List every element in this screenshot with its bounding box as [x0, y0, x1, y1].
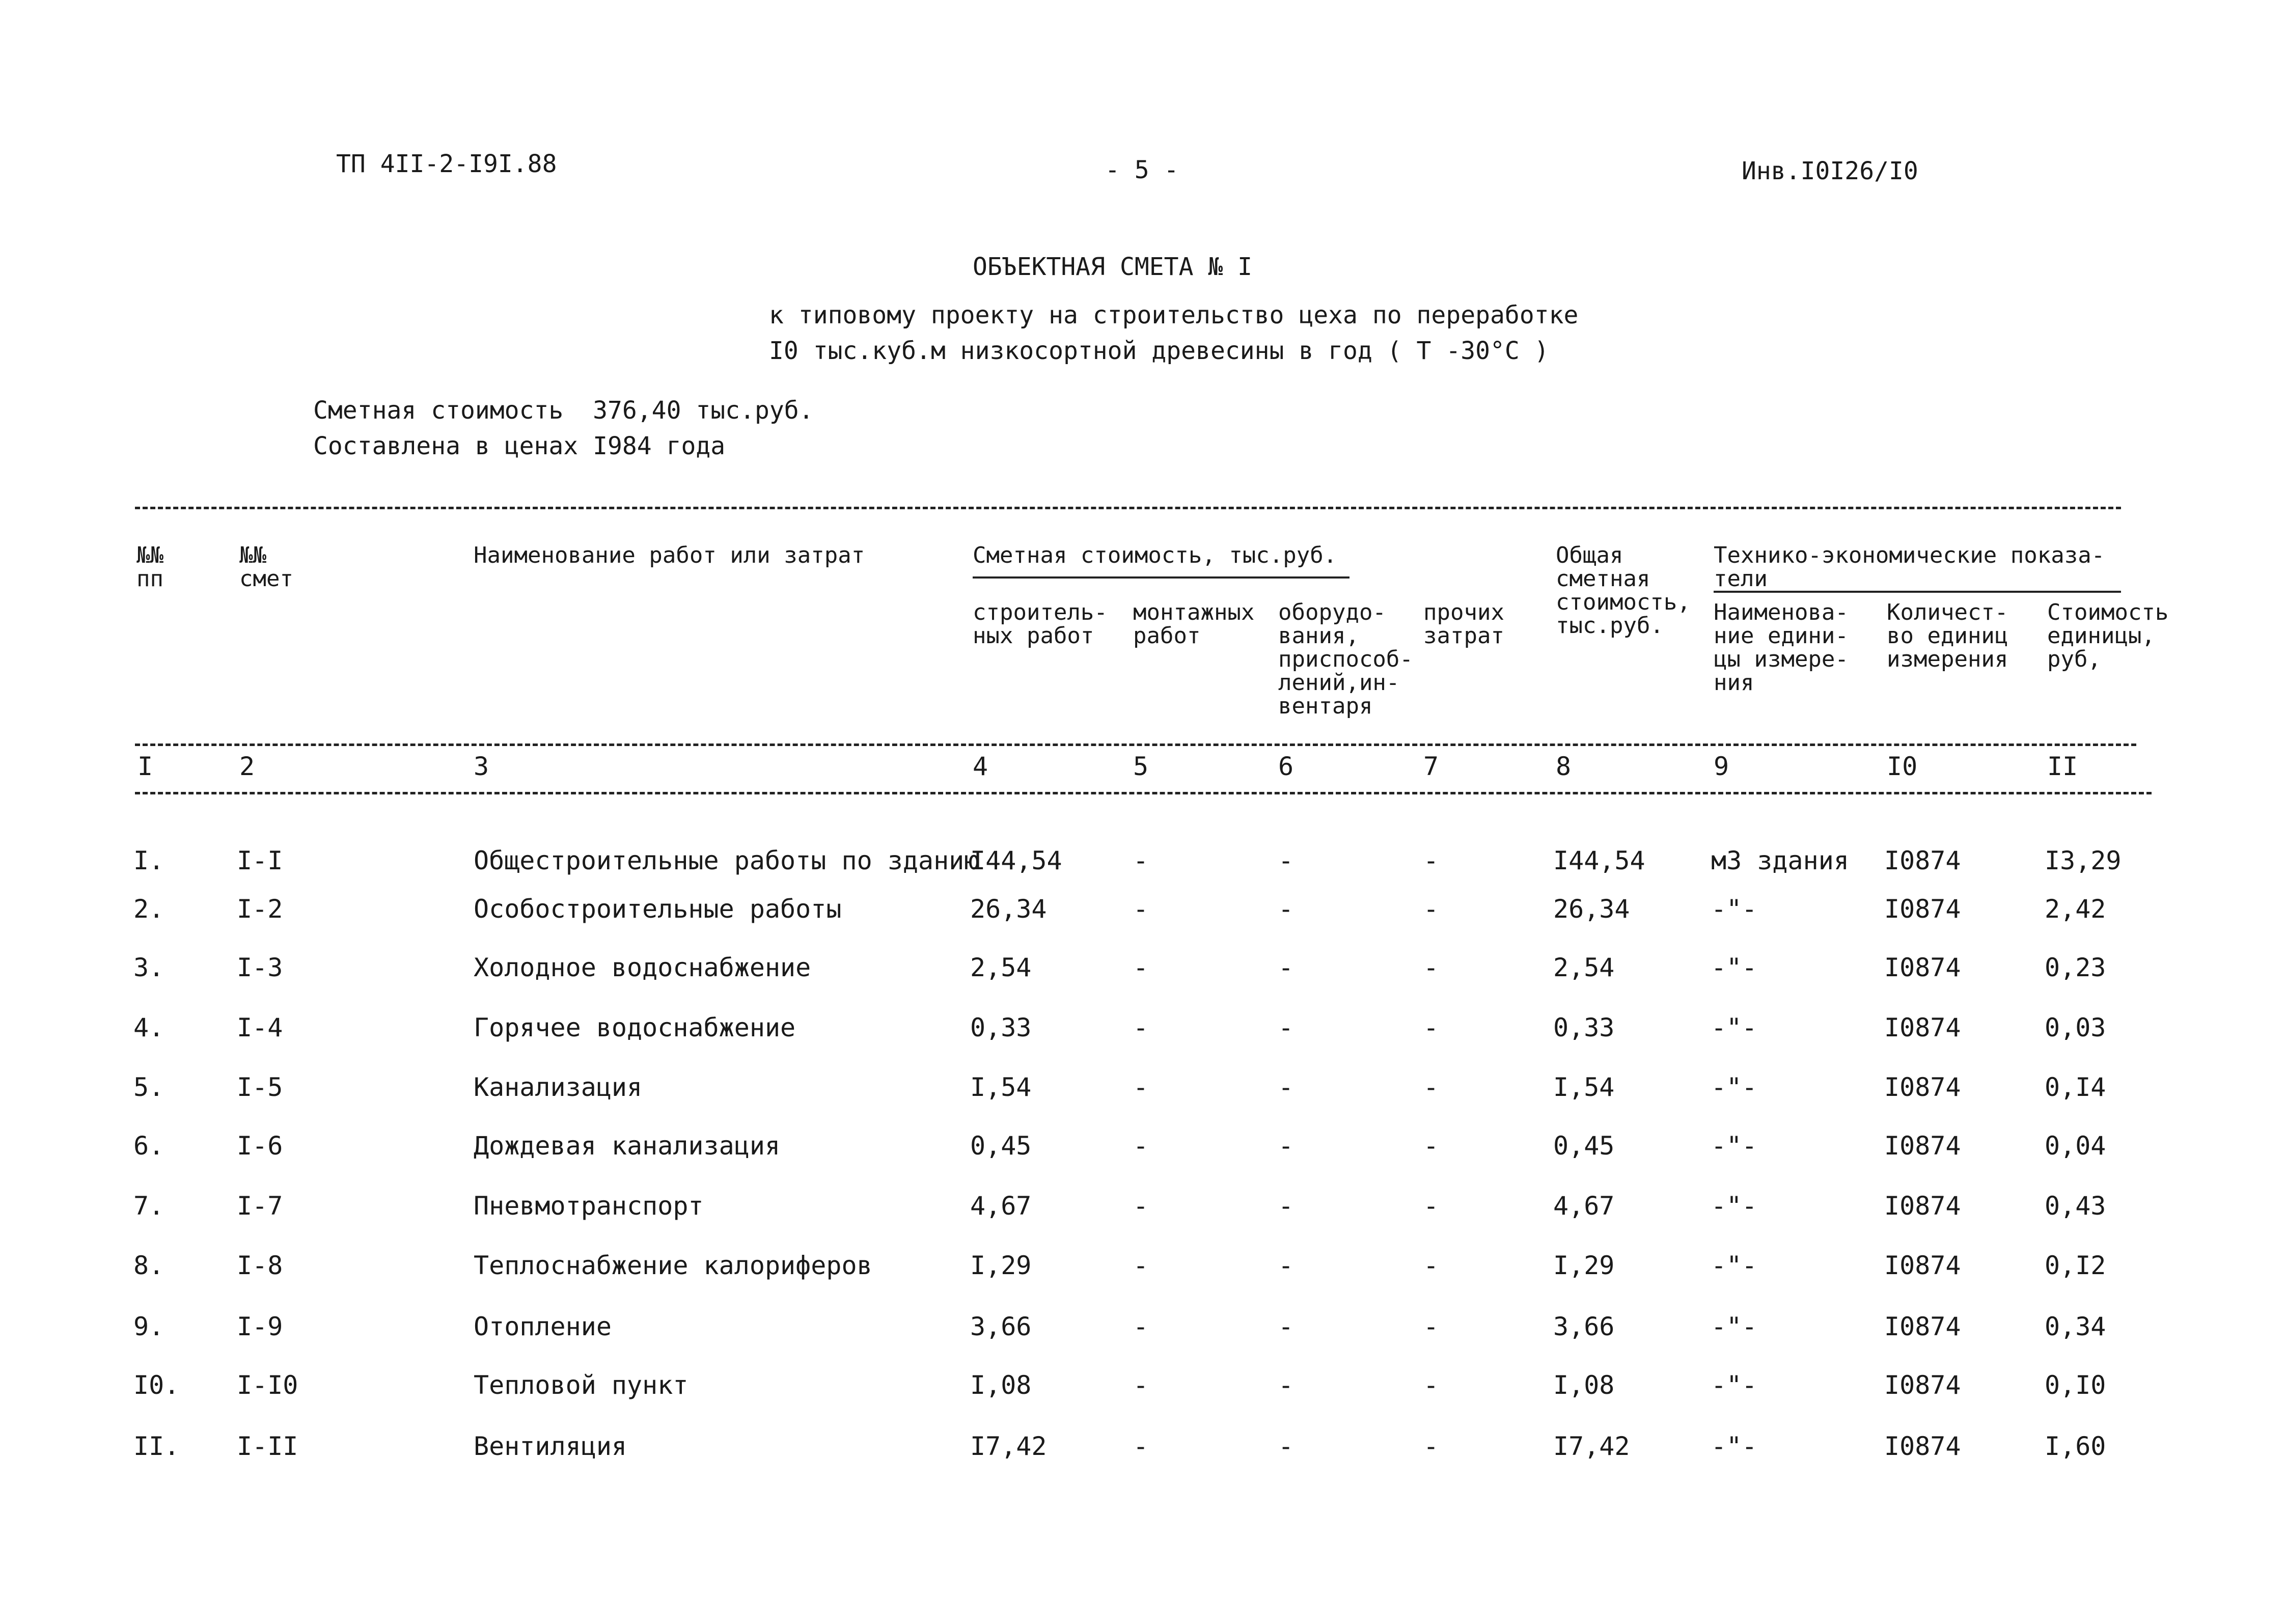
header-unit-name: Наименова- ние едини- цы измере- ния — [1714, 599, 1849, 696]
total-cost: 4,67 — [1553, 1191, 1615, 1221]
unit-name: -"- — [1711, 894, 1757, 924]
column-number: I0 — [1887, 752, 1918, 781]
prices-year: Составлена в ценах I984 года — [313, 432, 726, 460]
equipment-cost: - — [1278, 1131, 1294, 1161]
estimate-number: I-I0 — [237, 1370, 298, 1400]
equipment-cost: - — [1278, 894, 1294, 924]
work-name: Вентиляция — [474, 1432, 627, 1461]
equipment-cost: - — [1278, 1312, 1294, 1341]
other-cost: - — [1423, 1432, 1439, 1461]
estimate-number: I-8 — [237, 1251, 283, 1280]
row-number: 3. — [133, 953, 164, 982]
estimated-cost: Сметная стоимость 376,40 тыс.руб. — [313, 396, 814, 425]
construction-cost: I7,42 — [970, 1432, 1047, 1461]
work-name: Особостроительные работы — [474, 894, 842, 924]
total-cost: I,54 — [1553, 1072, 1615, 1102]
other-cost: - — [1423, 1131, 1439, 1161]
header-total: Общая сметная стоимость, тыс.руб. — [1556, 542, 1691, 639]
page-number: - 5 - — [1105, 156, 1179, 184]
mounting-cost: - — [1133, 846, 1149, 875]
unit-name: -"- — [1711, 1370, 1757, 1400]
mounting-cost: - — [1133, 894, 1149, 924]
equipment-cost: - — [1278, 1432, 1294, 1461]
other-cost: - — [1423, 1370, 1439, 1400]
column-number: 7 — [1423, 752, 1439, 781]
estimate-number: I-6 — [237, 1131, 283, 1161]
work-name: Холодное водоснабжение — [474, 953, 811, 982]
work-name: Канализация — [474, 1072, 643, 1102]
header-unit-cost: Стоимость единицы, руб, — [2047, 599, 2169, 672]
table-top-rule — [135, 507, 2121, 509]
mounting-cost: - — [1133, 1251, 1149, 1280]
tech-group-underline — [1714, 591, 2121, 593]
mounting-cost: - — [1133, 1013, 1149, 1042]
unit-cost: 0,23 — [2045, 953, 2106, 982]
unit-name: -"- — [1711, 1312, 1757, 1341]
column-number: 3 — [474, 752, 489, 781]
unit-quantity: I0874 — [1884, 894, 1961, 924]
unit-quantity: I0874 — [1884, 846, 1961, 875]
work-name: Общестроительные работы по зданию — [474, 846, 980, 875]
work-name: Дождевая канализация — [474, 1131, 781, 1161]
unit-quantity: I0874 — [1884, 1312, 1961, 1341]
equipment-cost: - — [1278, 1072, 1294, 1102]
unit-name: -"- — [1711, 1013, 1757, 1042]
unit-cost: I3,29 — [2045, 846, 2122, 875]
other-cost: - — [1423, 1251, 1439, 1280]
mounting-cost: - — [1133, 1191, 1149, 1221]
estimate-number: I-9 — [237, 1312, 283, 1341]
estimate-number: I-5 — [237, 1072, 283, 1102]
construction-cost: 3,66 — [970, 1312, 1032, 1341]
work-name: Пневмотранспорт — [474, 1191, 704, 1221]
construction-cost: 0,33 — [970, 1013, 1032, 1042]
column-number: II — [2047, 752, 2078, 781]
unit-name: -"- — [1711, 1251, 1757, 1280]
unit-cost: 0,I4 — [2045, 1072, 2106, 1102]
row-number: 6. — [133, 1131, 164, 1161]
header-mounting: монтажных работ — [1133, 599, 1255, 649]
work-name: Отопление — [474, 1312, 612, 1341]
construction-cost: 4,67 — [970, 1191, 1032, 1221]
other-cost: - — [1423, 1191, 1439, 1221]
mounting-cost: - — [1133, 1312, 1149, 1341]
equipment-cost: - — [1278, 1191, 1294, 1221]
total-cost: I7,42 — [1553, 1432, 1630, 1461]
document-code: ТП 4II-2-I9I.88 — [336, 150, 557, 178]
mounting-cost: - — [1133, 1432, 1149, 1461]
header-construction: строитель- ных работ — [973, 599, 1108, 649]
estimate-number: I-3 — [237, 953, 283, 982]
column-number: 8 — [1556, 752, 1572, 781]
construction-cost: 2,54 — [970, 953, 1032, 982]
equipment-cost: - — [1278, 1013, 1294, 1042]
equipment-cost: - — [1278, 953, 1294, 982]
header-unit-quantity: Количест- во единиц измерения — [1887, 599, 2008, 672]
total-cost: I44,54 — [1553, 846, 1645, 875]
row-number: 2. — [133, 894, 164, 924]
row-number: II. — [133, 1432, 180, 1461]
column-number: 4 — [973, 752, 988, 781]
work-name: Тепловой пункт — [474, 1370, 688, 1400]
header-tech-group: Технико-экономические показа- тели — [1714, 542, 2105, 592]
total-cost: 0,45 — [1553, 1131, 1615, 1161]
other-cost: - — [1423, 1013, 1439, 1042]
row-number: 4. — [133, 1013, 164, 1042]
unit-cost: 0,I2 — [2045, 1251, 2106, 1280]
column-numbers-top-rule — [135, 744, 2136, 746]
unit-quantity: I0874 — [1884, 953, 1961, 982]
mounting-cost: - — [1133, 953, 1149, 982]
estimate-number: I-I — [237, 846, 283, 875]
construction-cost: I,08 — [970, 1370, 1032, 1400]
row-number: 9. — [133, 1312, 164, 1341]
unit-quantity: I0874 — [1884, 1191, 1961, 1221]
total-cost: I,29 — [1553, 1251, 1615, 1280]
unit-quantity: I0874 — [1884, 1251, 1961, 1280]
unit-name: -"- — [1711, 953, 1757, 982]
construction-cost: I,29 — [970, 1251, 1032, 1280]
mounting-cost: - — [1133, 1072, 1149, 1102]
row-number: I. — [133, 846, 164, 875]
row-number: I0. — [133, 1370, 180, 1400]
other-cost: - — [1423, 894, 1439, 924]
work-name: Горячее водоснабжение — [474, 1013, 796, 1042]
column-number: 2 — [239, 752, 255, 781]
total-cost: 26,34 — [1553, 894, 1630, 924]
estimate-subtitle-1: к типовому проекту на строительство цеха по переработке — [769, 301, 1579, 329]
unit-name: м3 здания — [1711, 846, 1849, 875]
estimate-title: ОБЪЕКТНАЯ СМЕТА № I — [973, 253, 1253, 281]
column-number: 6 — [1278, 752, 1294, 781]
estimate-number: I-2 — [237, 894, 283, 924]
unit-quantity: I0874 — [1884, 1370, 1961, 1400]
construction-cost: I44,54 — [970, 846, 1062, 875]
total-cost: 3,66 — [1553, 1312, 1615, 1341]
header-work-name: Наименование работ или затрат — [474, 542, 865, 568]
unit-quantity: I0874 — [1884, 1013, 1961, 1042]
other-cost: - — [1423, 1312, 1439, 1341]
construction-cost: I,54 — [970, 1072, 1032, 1102]
estimate-number: I-4 — [237, 1013, 283, 1042]
mounting-cost: - — [1133, 1131, 1149, 1161]
column-number: I — [137, 752, 153, 781]
unit-cost: I,60 — [2045, 1432, 2106, 1461]
column-number: 5 — [1133, 752, 1149, 781]
mounting-cost: - — [1133, 1370, 1149, 1400]
total-cost: 0,33 — [1553, 1013, 1615, 1042]
total-cost: 2,54 — [1553, 953, 1615, 982]
construction-cost: 26,34 — [970, 894, 1047, 924]
unit-quantity: I0874 — [1884, 1072, 1961, 1102]
unit-cost: 0,43 — [2045, 1191, 2106, 1221]
other-cost: - — [1423, 953, 1439, 982]
estimate-number: I-7 — [237, 1191, 283, 1221]
estimate-subtitle-2: I0 тыс.куб.м низкосортной древесины в год ( Т -30°С ) — [769, 337, 1549, 365]
unit-quantity: I0874 — [1884, 1432, 1961, 1461]
column-numbers-bottom-rule — [135, 792, 2152, 794]
row-number: 8. — [133, 1251, 164, 1280]
unit-cost: 0,34 — [2045, 1312, 2106, 1341]
unit-name: -"- — [1711, 1432, 1757, 1461]
unit-cost: 0,03 — [2045, 1013, 2106, 1042]
unit-cost: 0,I0 — [2045, 1370, 2106, 1400]
header-equipment: оборудо- вания, приспособ- лений,ин- вентаря — [1278, 599, 1413, 719]
unit-name: -"- — [1711, 1072, 1757, 1102]
unit-name: -"- — [1711, 1191, 1757, 1221]
unit-cost: 0,04 — [2045, 1131, 2106, 1161]
other-cost: - — [1423, 846, 1439, 875]
unit-quantity: I0874 — [1884, 1131, 1961, 1161]
unit-cost: 2,42 — [2045, 894, 2106, 924]
header-cost-group: Сметная стоимость, тыс.руб. — [973, 542, 1337, 568]
header-estimate-number: №№ смет — [239, 542, 293, 592]
row-number: 7. — [133, 1191, 164, 1221]
equipment-cost: - — [1278, 1251, 1294, 1280]
work-name: Теплоснабжение калориферов — [474, 1251, 872, 1280]
estimate-number: I-II — [237, 1432, 298, 1461]
header-row-number: №№ пп — [136, 542, 163, 592]
construction-cost: 0,45 — [970, 1131, 1032, 1161]
inventory-number: Инв.I0I26/I0 — [1742, 157, 1918, 185]
equipment-cost: - — [1278, 846, 1294, 875]
other-cost: - — [1423, 1072, 1439, 1102]
column-number: 9 — [1714, 752, 1729, 781]
header-other: прочих затрат — [1423, 599, 1504, 649]
equipment-cost: - — [1278, 1370, 1294, 1400]
total-cost: I,08 — [1553, 1370, 1615, 1400]
cost-group-underline — [973, 576, 1349, 579]
unit-name: -"- — [1711, 1131, 1757, 1161]
row-number: 5. — [133, 1072, 164, 1102]
